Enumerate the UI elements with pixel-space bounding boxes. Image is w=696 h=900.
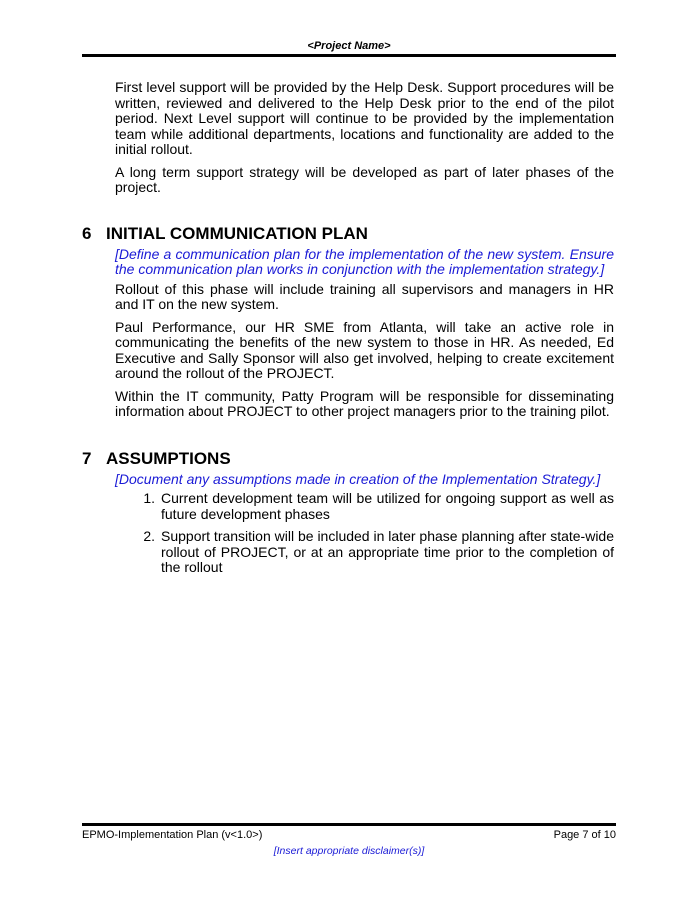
assumptions-list — [115, 491, 614, 576]
section-title: INITIAL COMMUNICATION PLAN — [106, 223, 368, 243]
section-paragraph: Rollout of this phase will include training all supervisors and managers in HR and IT on the new system. — [115, 280, 614, 312]
footer-document-name: EPMO-Implementation Plan (v<1.0>) — [82, 829, 263, 841]
section-title: ASSUMPTIONS — [106, 448, 231, 468]
list-item-marker: 2. — [143, 528, 155, 544]
list-item — [115, 491, 614, 522]
section-paragraph: Within the IT community, Patty Program will be responsible for disseminating information about PROJECT to other project managers prior to the training pilot. — [115, 387, 614, 419]
section-heading — [82, 449, 614, 469]
list-item-marker: 1. — [143, 490, 155, 506]
section-instruction: [Define a communication plan for the implementation of the new system. Ensure the communication plan works in conjunction with the implementation strategy.] — [115, 245, 614, 277]
footer-disclaimer: [Insert appropriate disclaimer(s)] — [273, 845, 425, 857]
section-heading — [82, 224, 614, 244]
footer-rule — [82, 823, 616, 826]
header-project-name: <Project Name> — [307, 40, 391, 52]
section-assumptions — [82, 448, 614, 576]
section-paragraph: Paul Performance, our HR SME from Atlanta, will take an active role in communicating the benefits of the new system to those in HR. As needed, Ed Executive and Sally Sponsor will also get involved, helping to create excitement around the rollout of the PROJECT. — [115, 318, 614, 381]
section-number: 6 — [82, 223, 92, 243]
section-communication-plan — [82, 223, 614, 420]
section-number: 7 — [82, 448, 92, 468]
footer-page-number: Page 7 of 10 — [553, 829, 616, 841]
header-rule — [82, 54, 616, 57]
list-item-text: Support transition will be included in later phase planning after state-wide rollout of PROJECT, or at an appropriate time prior to the completion of the rollout — [161, 528, 614, 575]
list-item-text: Current development team will be utilized for ongoing support as well as future development phases — [161, 490, 614, 522]
intro-paragraph-2: A long term support strategy will be developed as part of later phases of the project. — [115, 163, 614, 195]
section-instruction: [Document any assumptions made in creation of the Implementation Strategy.] — [115, 470, 601, 487]
list-item — [115, 529, 614, 576]
intro-paragraph-1: First level support will be provided by the Help Desk. Support procedures will be written, reviewed and delivered to the Help Desk prior to the end of the pilot period. Next Level support will continue to be provided by the implementation team while additional departments, locations and functionality are added to the initial rollout. — [115, 79, 614, 157]
page-content — [82, 79, 614, 583]
